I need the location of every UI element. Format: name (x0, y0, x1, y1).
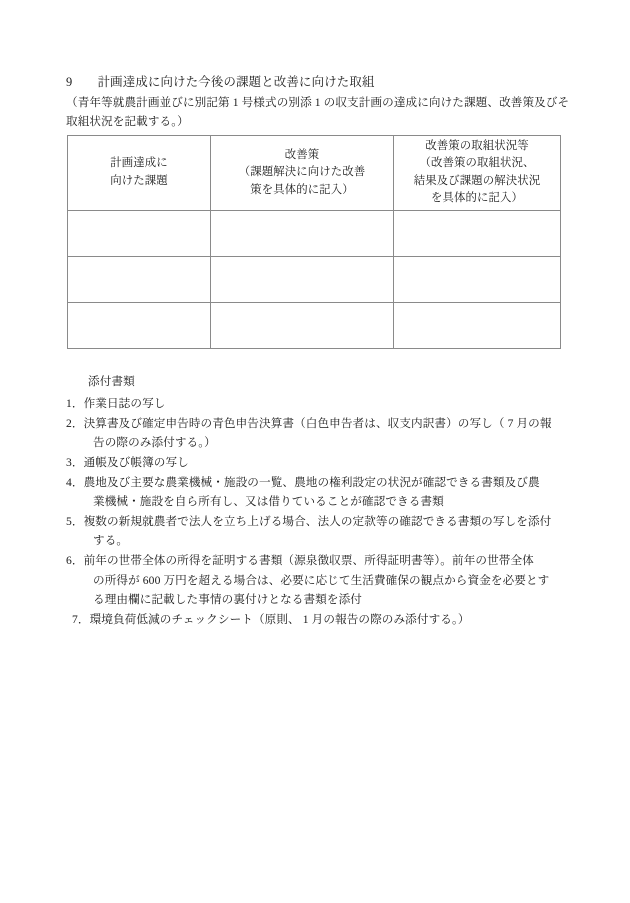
table-row (68, 210, 561, 256)
cell-improvement-2[interactable] (211, 256, 394, 302)
list-item (66, 610, 564, 629)
cell-status-2[interactable] (394, 256, 561, 302)
list-item-text: 環境負荷低減のチェックシート（原則、 1 月の報告の際のみ添付する。） (89, 613, 470, 627)
header-improvement-line-3: 策を具体的に記入） (250, 183, 354, 196)
list-item (66, 473, 564, 512)
cell-issues-1[interactable] (68, 210, 211, 256)
list-item-number: 6． (66, 554, 84, 568)
table-header-issues (68, 136, 211, 211)
table-header-status (394, 136, 561, 211)
list-item (66, 453, 564, 472)
header-status-line-3: 結果及び課題の解決状況 (413, 174, 541, 187)
header-improvement-line-2: （課題解決に向けた改善 (238, 166, 366, 179)
cell-issues-3[interactable] (68, 302, 211, 348)
section-note (66, 93, 570, 131)
list-item-text-cont: る理由欄に記載した事情の裏付けとなる書類を添付 (93, 593, 362, 607)
cell-status-1[interactable] (394, 210, 561, 256)
list-item-text-cont: する。 (93, 534, 129, 548)
header-status-line-4: を具体的に記入） (431, 192, 523, 205)
header-improvement-line-1: 改善策 (284, 148, 320, 161)
list-item-text: 決算書及び確定申告時の青色申告決算書（白色申告者は、収支内訳書）の写し（ 7 月の報 (83, 416, 552, 430)
list-item-text-cont: 告の際のみ添付する。） (93, 435, 216, 449)
table-row (68, 256, 561, 302)
list-item-text: 通帳及び帳簿の写し (83, 455, 189, 469)
list-item-text: 複数の新規就農者で法人を立ち上げる場合、法人の定款等の確認できる書類の写しを添付 (83, 515, 552, 529)
header-status-line-2: （改善策の取組状況、 (419, 157, 535, 170)
list-item-number: 3． (66, 455, 84, 469)
attachments-section (66, 372, 564, 630)
list-item (66, 551, 564, 609)
list-item-number: 2． (66, 416, 84, 430)
list-item-number: 5． (66, 515, 84, 529)
list-item (66, 512, 564, 551)
cell-improvement-3[interactable] (211, 302, 394, 348)
list-item-text: 農地及び主要な農業機械・施設の一覧、農地の権利設定の状況が確認できる書類及び農 (83, 475, 540, 489)
table-header-row (68, 136, 561, 211)
list-item-number: 7． (72, 613, 90, 627)
cell-improvement-1[interactable] (211, 210, 394, 256)
cell-issues-2[interactable] (68, 256, 211, 302)
list-item-text-cont: 業機械・施設を自ら所有し、又は借りていることが確認できる書類 (93, 495, 444, 509)
header-issues-line-2: 向けた課題 (110, 174, 168, 187)
list-item-number: 4． (66, 475, 84, 489)
attachments-list (66, 394, 564, 630)
header-status-line-1: 改善策の取組状況等 (425, 140, 529, 152)
list-item-text: 前年の世帯全体の所得を証明する書類（源泉徴収票、所得証明書等）。前年の世帯全体 (83, 554, 534, 568)
plan-improvement-table (67, 135, 561, 349)
list-item-text: 作業日誌の写し (83, 396, 166, 410)
table-row (68, 302, 561, 348)
list-item (66, 414, 564, 453)
attachments-title: 添付書類 (88, 374, 135, 388)
section-heading: 9 計画達成に向けた今後の課題と改善に向けた取組 (66, 75, 375, 89)
list-item-text-cont: の所得が 600 万円を超える場合は、必要に応じて生活費確保の観点から資金を必要とす (93, 573, 550, 587)
table-header-improvement (211, 136, 394, 211)
section-note-line-2: 取組状況を記載する。） (66, 115, 189, 128)
cell-status-3[interactable] (394, 302, 561, 348)
header-issues-line-1: 計画達成に (110, 157, 168, 170)
section-note-line-1: （青年等就農計画並びに別記第 1 号様式の別添 1 の収支計画の達成に向けた課題、改善策及びそ (66, 96, 570, 109)
list-item (66, 394, 564, 413)
list-item-number: 1． (66, 396, 84, 410)
